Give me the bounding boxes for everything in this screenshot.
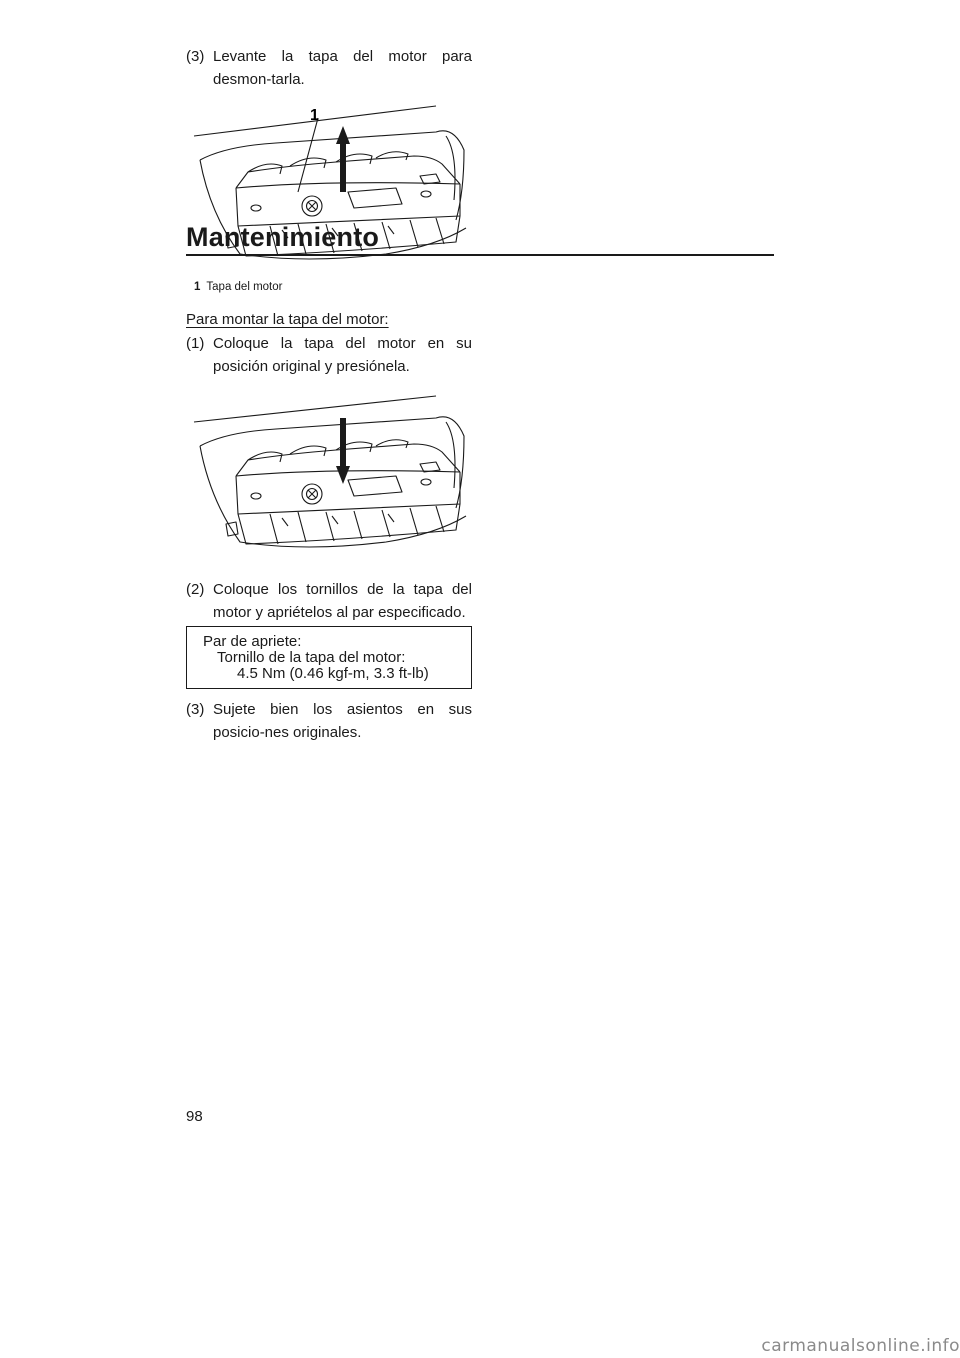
engine-cover-removal-illustration xyxy=(186,96,472,276)
step-text: Sujete bien los asientos en sus posicio-nes originales. xyxy=(213,701,472,741)
install-heading: Para montar la tapa del motor: xyxy=(186,311,389,328)
callout-number: 1 xyxy=(310,107,319,124)
step-remove-3 xyxy=(186,45,472,91)
page-title: Mantenimiento xyxy=(186,222,380,252)
step-text: Coloque los tornillos de la tapa del motor y apriételos al par especificado. xyxy=(213,581,472,621)
step-text: Coloque la tapa del motor en su posición original y presiónela. xyxy=(213,335,472,375)
step-number: (2) xyxy=(186,581,205,598)
spec-item: Tornillo de la tapa del motor: xyxy=(217,649,406,666)
step-install-2 xyxy=(186,578,472,624)
watermark: carmanualsonline.info xyxy=(761,1336,960,1356)
step-text: Levante la tapa del motor para desmon-tarla. xyxy=(213,48,472,88)
spec-label: Par de apriete: xyxy=(203,633,302,650)
caption-text: Tapa del motor xyxy=(206,281,283,293)
figure-caption xyxy=(194,276,282,299)
step-install-1 xyxy=(186,332,472,378)
caption-number: 1 xyxy=(194,281,201,293)
torque-spec-box xyxy=(186,626,472,689)
page-number: 98 xyxy=(186,1108,203,1125)
spec-value: 4.5 Nm (0.46 kgf-m, 3.3 ft-lb) xyxy=(237,665,429,682)
step-number: (3) xyxy=(186,48,205,65)
step-install-3 xyxy=(186,698,472,744)
engine-cover-installation-illustration xyxy=(186,388,472,568)
step-number: (3) xyxy=(186,701,205,718)
step-number: (1) xyxy=(186,335,205,352)
